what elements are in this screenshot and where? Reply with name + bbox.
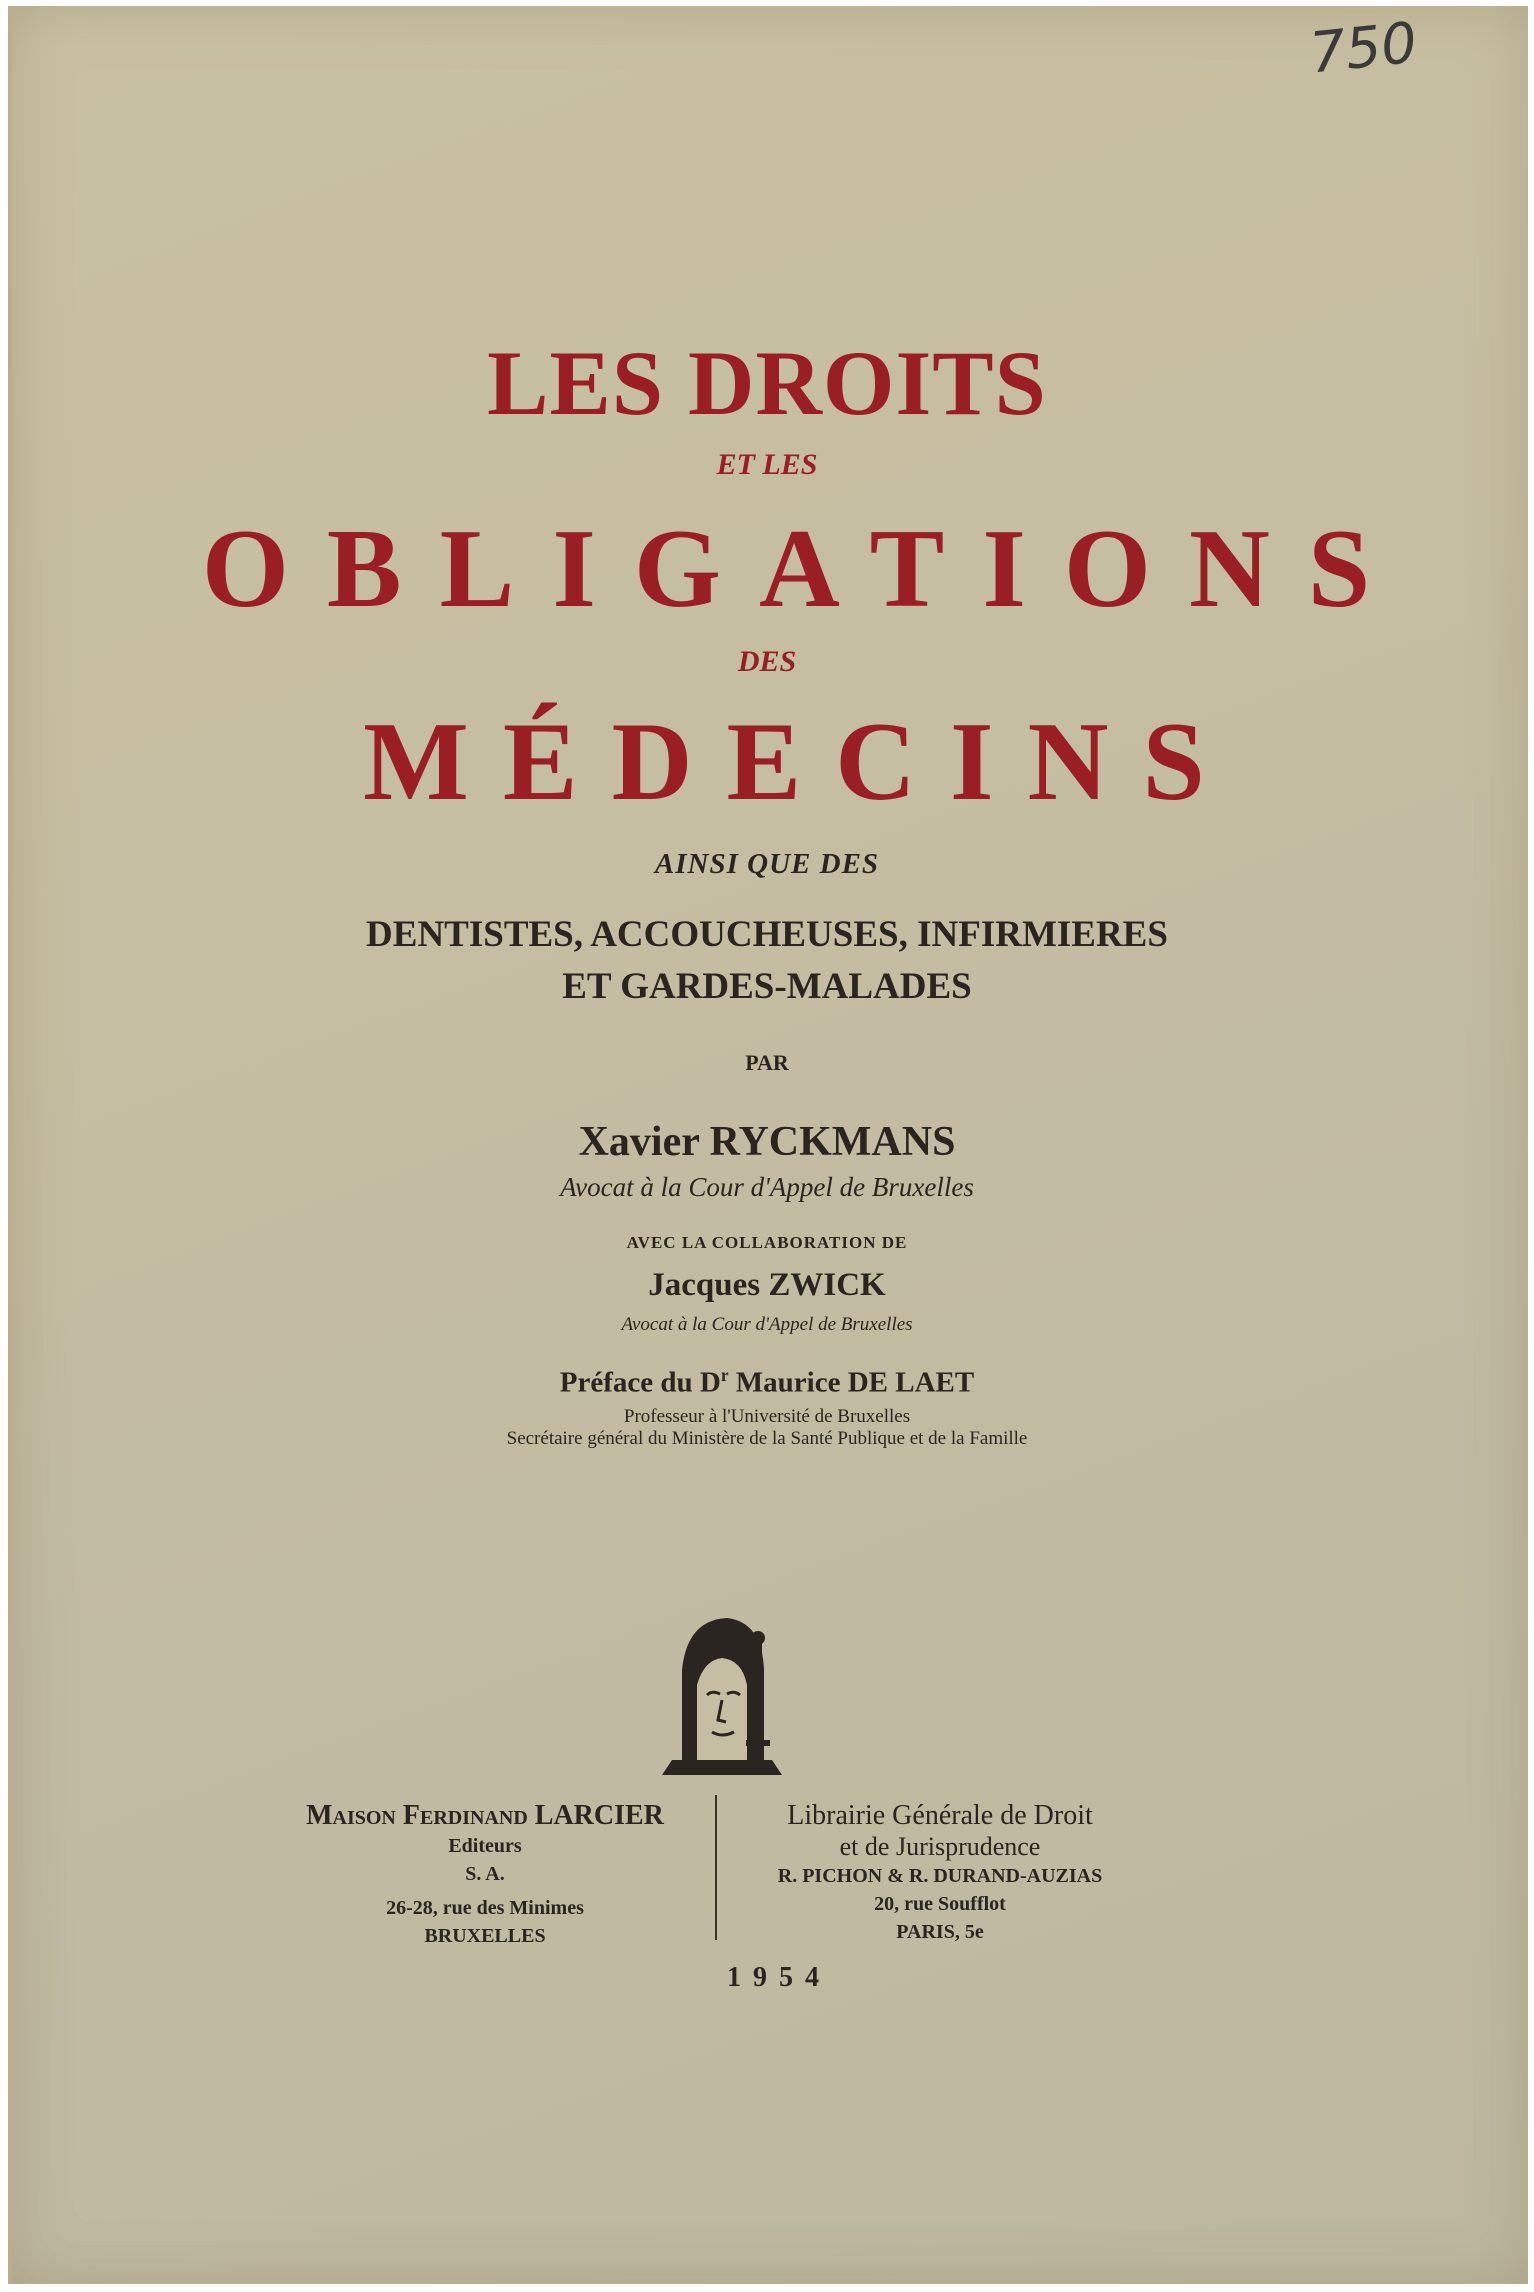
publisher-right-line5: PARIS, 5e — [896, 1921, 984, 1943]
by-label: PAR — [745, 1050, 789, 1075]
title-line-des: DES — [737, 645, 797, 678]
publisher-right — [730, 1800, 1150, 1946]
title-line-et-les: ET LES — [716, 448, 818, 481]
publisher-left-name — [270, 1800, 700, 1832]
preface-role-1: Professeur à l'Université de Bruxelles — [623, 1406, 911, 1427]
preface-role-2: Secrétaire général du Ministère de la Santé Publique et de la Famille — [506, 1428, 1028, 1449]
collaboration-label: AVEC LA COLLABORATION DE — [626, 1233, 908, 1252]
publisher-right-line1: Librairie Générale de Droit — [787, 1800, 1093, 1831]
collaborator-role: Avocat à la Cour d'Appel de Bruxelles — [621, 1314, 913, 1335]
publisher-left-name-caps: LARCIER — [534, 1800, 664, 1831]
publisher-left-line4: 26-28, rue des Minimes — [386, 1897, 584, 1919]
subtitle-gardes-malades: ET GARDES-MALADES — [562, 966, 972, 1007]
handwritten-note: 750 — [1306, 10, 1420, 87]
title-line-obligations: OBLIGATIONS — [201, 507, 1409, 631]
subtitle-professions: DENTISTES, ACCOUCHEUSES, INFIRMIERES — [366, 914, 1168, 955]
knight-helmet-sword-icon — [652, 1610, 792, 1780]
author-role: Avocat à la Cour d'Appel de Bruxelles — [560, 1172, 974, 1202]
author-name: Xavier RYCKMANS — [578, 1119, 956, 1165]
preface-sup: r — [720, 1365, 729, 1385]
publisher-left-line3: S. A. — [465, 1863, 505, 1885]
collaborator-name: Jacques ZWICK — [648, 1267, 886, 1303]
title-line-droits: LES DROITS — [487, 332, 1047, 434]
subtitle-ainsi-que: AINSI QUE DES — [654, 848, 880, 880]
publisher-divider — [715, 1795, 717, 1940]
publisher-right-line4: 20, rue Soufflot — [874, 1893, 1006, 1915]
publisher-left-name-sc: Maison Ferdinand — [306, 1800, 528, 1831]
title-line-medecins: MÉDECINS — [363, 700, 1239, 824]
preface-line — [0, 1365, 1534, 1400]
publisher-right-line3: R. PICHON & R. DURAND-AUZIAS — [777, 1865, 1103, 1887]
publication-year: 1954 — [727, 1962, 831, 1993]
publisher-left-line2: Editeurs — [448, 1835, 522, 1857]
publisher-left-line5: BRUXELLES — [424, 1925, 546, 1947]
publisher-left — [270, 1800, 700, 1950]
publisher-right-line2: et de Jurisprudence — [839, 1832, 1041, 1861]
preface-prefix: Préface du D — [559, 1366, 721, 1399]
preface-name: Maurice DE LAET — [728, 1366, 975, 1399]
